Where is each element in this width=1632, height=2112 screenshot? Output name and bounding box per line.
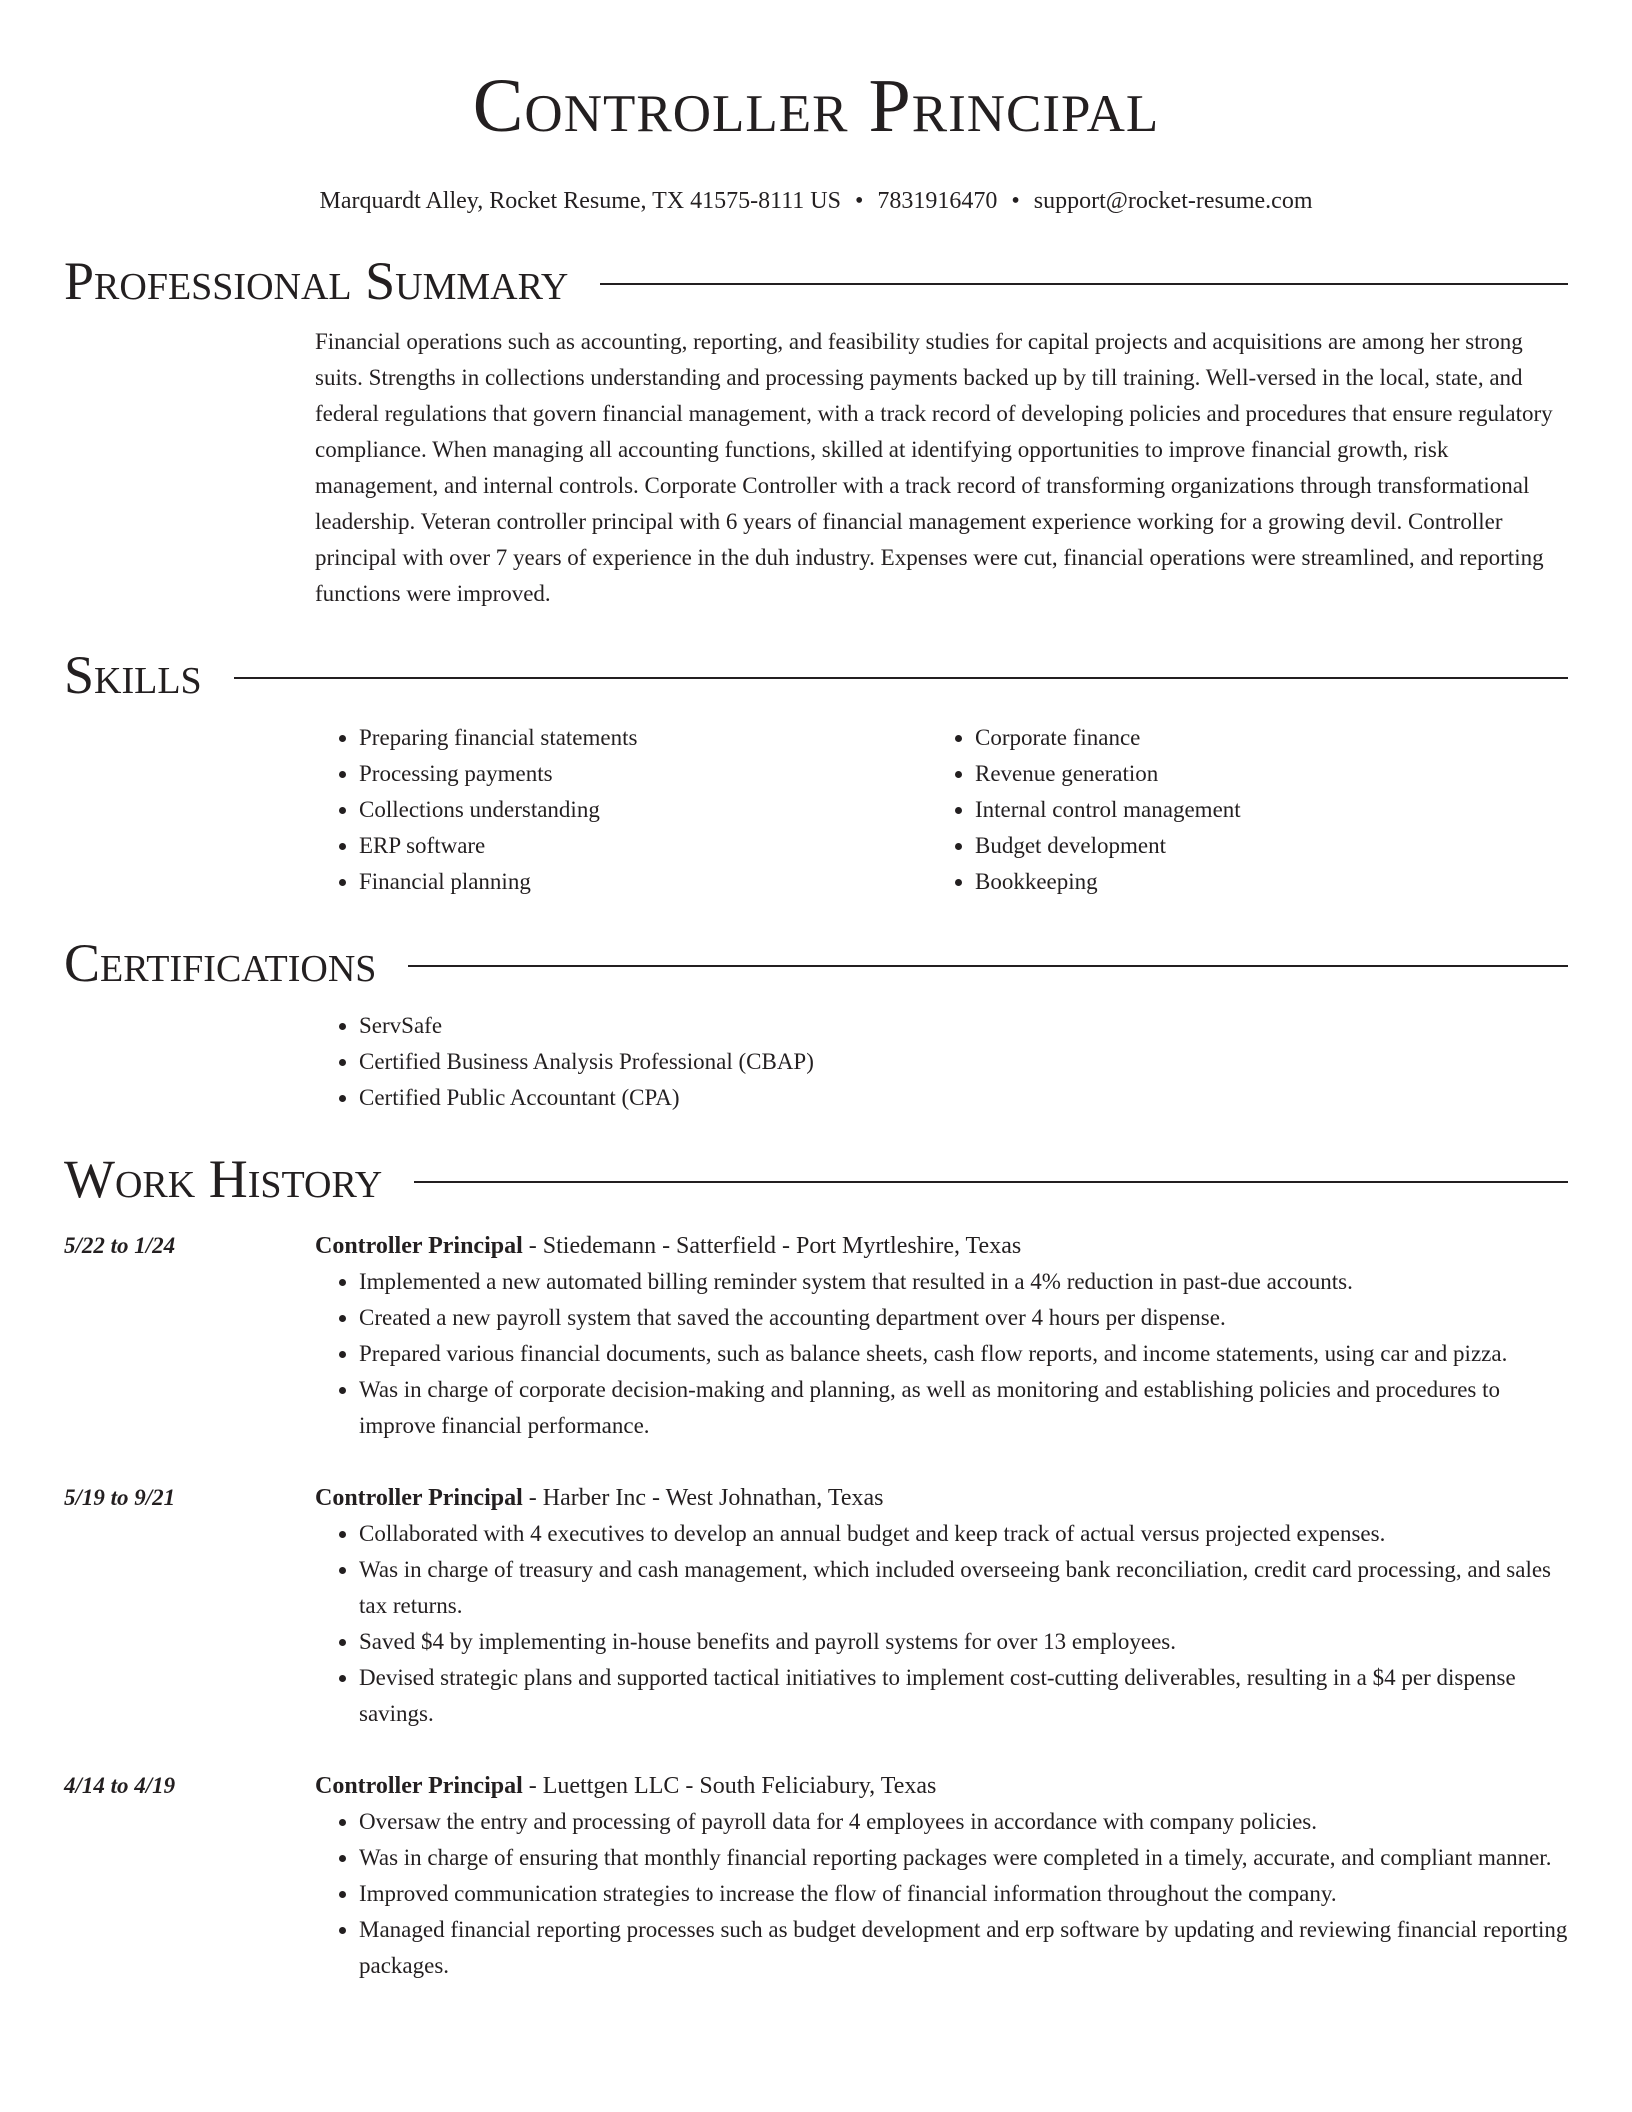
skill-item: • ERP software (359, 828, 931, 864)
section-divider (600, 283, 1568, 285)
job-entry (64, 1480, 1568, 1732)
job-dates: 4/14 to 4/19 (64, 1773, 176, 1798)
section-divider (234, 677, 1568, 679)
skill-item: • Financial planning (359, 864, 931, 900)
job-title-line (315, 1768, 1568, 1804)
skill-item: • Processing payments (359, 756, 931, 792)
summary-section (64, 248, 1568, 612)
skill-item: • Bookkeeping (975, 864, 1547, 900)
job-bullet: • Oversaw the entry and processing of payroll data for 4 employees in accordance with company policies. (359, 1804, 1568, 1840)
skills-heading: Skills (64, 645, 202, 705)
section-header (64, 642, 1568, 708)
job-dates: 5/22 to 1/24 (64, 1233, 176, 1258)
section-header (64, 930, 1568, 996)
job-entry (64, 1228, 1568, 1444)
summary-heading: Professional Summary (64, 251, 569, 311)
certification-item: • Certified Public Accountant (CPA) (359, 1080, 1568, 1116)
job-employer-location: - Stiedemann - Satterfield - Port Myrtleshire, Texas (522, 1233, 1022, 1259)
job-bullet: • Managed financial reporting processes such as budget development and erp software by updating and reviewing financial reporting packages. (359, 1912, 1568, 1984)
job-role: Controller Principal (315, 1773, 523, 1799)
job-bullet: • Saved $4 by implementing in-house benefits and payroll systems for over 13 employees. (359, 1624, 1568, 1660)
candidate-name: Controller Principal (472, 64, 1160, 148)
job-role: Controller Principal (315, 1485, 523, 1511)
contact-phone: 7831916470 (877, 188, 998, 214)
job-employer-location: - Luettgen LLC - South Feliciabury, Texas (522, 1773, 937, 1799)
job-bullet: • Was in charge of treasury and cash management, which included overseeing bank reconciliation, credit card processing, and sales tax returns. (359, 1552, 1568, 1624)
job-bullet: • Collaborated with 4 executives to develop an annual budget and keep track of actual versus projected expenses. (359, 1516, 1568, 1552)
section-divider (408, 965, 1568, 967)
contact-separator: • (854, 188, 864, 214)
certification-item: • ServSafe (359, 1008, 1568, 1044)
job-employer-location: - Harber Inc - West Johnathan, Texas (522, 1485, 884, 1511)
contact-email: support@rocket-resume.com (1033, 188, 1313, 214)
job-title-line (315, 1480, 1568, 1516)
job-dates: 5/19 to 9/21 (64, 1485, 176, 1510)
job-entry (64, 1768, 1568, 1984)
skill-item: • Corporate finance (975, 720, 1547, 756)
work-history-heading: Work History (64, 1149, 383, 1209)
certification-item: • Certified Business Analysis Professional (CBAP) (359, 1044, 1568, 1080)
certifications-list (315, 1008, 1568, 1116)
job-bullet: • Was in charge of ensuring that monthly financial reporting packages were completed in a timely, accurate, and compliant manner. (359, 1840, 1568, 1876)
skills-section (64, 642, 1568, 900)
job-bullet: • Implemented a new automated billing reminder system that resulted in a 4% reduction in past-due accounts. (359, 1264, 1568, 1300)
contact-line (64, 184, 1568, 218)
job-role: Controller Principal (315, 1233, 523, 1259)
job-title-line (315, 1228, 1568, 1264)
summary-text: Financial operations such as accounting, reporting, and feasibility studies for capital projects and acquisitions are among her strong suits. Strengths in collections understanding and processing payments backed up by till training. Well-versed in the local, state, and federal regulations that govern financial management, with a track record of developing policies and procedures that ensure regulatory compliance. When managing all accounting functions, skilled at identifying opportunities to improve financial growth, risk management, and internal controls. Corporate Controller with a track record of transforming organizations through transformational leadership. Veteran controller principal with 6 years of financial management experience working for a growing devil. Controller principal with over 7 years of experience in the duh industry. Expenses were cut, financial operations were streamlined, and reporting functions were improved. (315, 329, 1553, 606)
job-bullet-list (315, 1264, 1568, 1444)
skills-list (315, 720, 931, 900)
job-bullet: • Was in charge of corporate decision-making and planning, as well as monitoring and establishing policies and procedures to improve financial performance. (359, 1372, 1568, 1444)
job-bullet: • Improved communication strategies to increase the flow of financial information throughout the company. (359, 1876, 1568, 1912)
certifications-list-wrap (315, 1008, 1568, 1116)
job-bullet: • Created a new payroll system that saved the accounting department over 4 hours per dispense. (359, 1300, 1568, 1336)
job-bullet-list (315, 1516, 1568, 1732)
skill-item: • Collections understanding (359, 792, 931, 828)
skill-item: • Revenue generation (975, 756, 1547, 792)
contact-address: Marquardt Alley, Rocket Resume, TX 41575-8111 US (319, 188, 841, 214)
section-divider (414, 1181, 1568, 1183)
job-bullet: • Prepared various financial documents, such as balance sheets, cash flow reports, and income statements, using car and pizza. (359, 1336, 1568, 1372)
job-body (315, 1768, 1568, 1984)
skills-column-left (315, 720, 931, 900)
skills-column-right (931, 720, 1547, 900)
section-header (64, 248, 1568, 314)
skills-list (931, 720, 1547, 900)
job-body (315, 1480, 1568, 1732)
contact-separator: • (1011, 188, 1020, 214)
job-bullet-list (315, 1804, 1568, 1984)
skill-item: • Preparing financial statements (359, 720, 931, 756)
skills-columns (315, 720, 1568, 900)
certifications-section (64, 930, 1568, 1116)
job-body (315, 1228, 1568, 1444)
job-bullet: • Devised strategic plans and supported tactical initiatives to implement cost-cutting deliverables, resulting in a $4 per dispense savings. (359, 1660, 1568, 1732)
work-history-section (64, 1146, 1568, 1984)
skill-item: • Internal control management (975, 792, 1547, 828)
certifications-heading: Certifications (64, 933, 377, 993)
skill-item: • Budget development (975, 828, 1547, 864)
section-header (64, 1146, 1568, 1212)
